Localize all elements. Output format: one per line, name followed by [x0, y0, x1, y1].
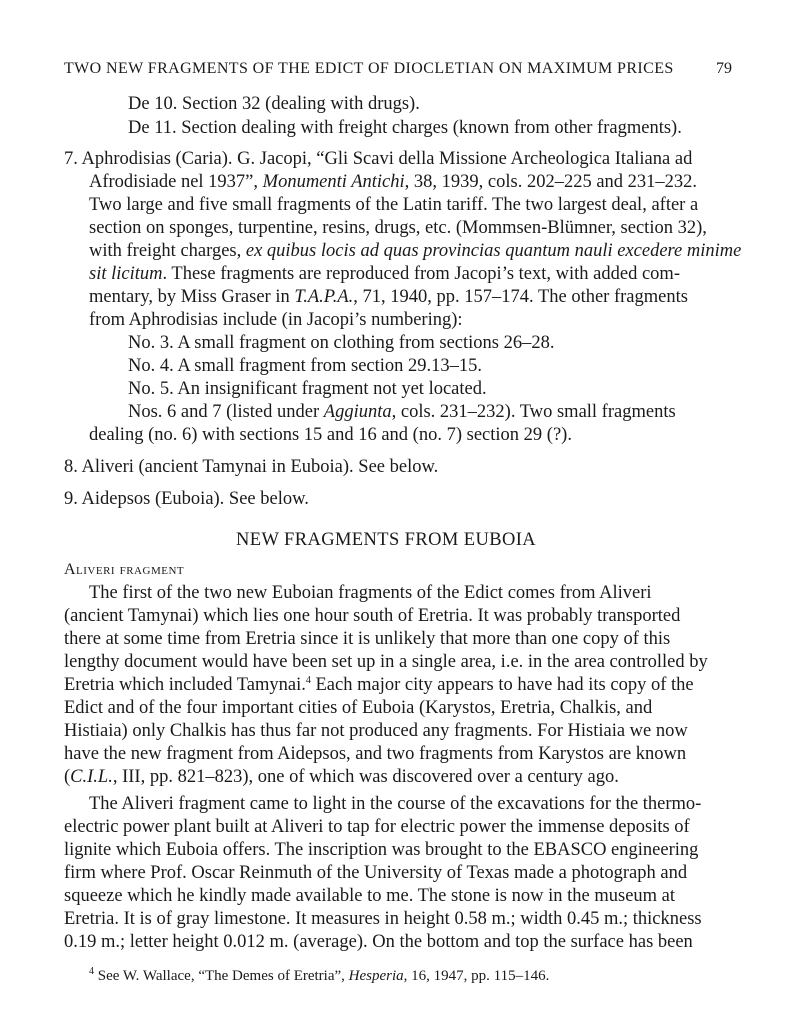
list-item-7-line: with freight charges, ex quibus locis ad quas provincias quantum nauli excedere minime: [89, 241, 742, 261]
list-item-9: 9. Aidepsos (Euboia). See below.: [64, 489, 309, 509]
list-item-7-line: section on sponges, turpentine, resins, drugs, etc. (Mommsen-Blümner, section 32),: [89, 218, 707, 238]
footnote: $^4$ See W. Wallace, “The Demes of Eretria”, Hesperia, 16, 1947, pp. 115–146.: [89, 966, 550, 984]
paragraph-line: electric power plant built at Aliveri to tap for electric power the immense deposits of: [64, 817, 690, 837]
section-heading: NEW FRAGMENTS FROM EUBOIA: [236, 530, 537, 550]
sub-list-item: dealing (no. 6) with sections 15 and 16 and (no. 7) section 29 (?).: [89, 425, 572, 445]
paragraph-line: 0.19 m.; letter height 0.012 m. (average). On the bottom and top the surface has been: [64, 932, 693, 952]
sub-list-item: Nos. 6 and 7 (listed under Aggiunta, cols. 231–232). Two small fragments: [128, 402, 676, 422]
footnote-ref: 4: [305, 674, 311, 686]
footnote-number: 4: [89, 966, 94, 977]
running-title: TWO NEW FRAGMENTS OF THE EDICT OF DIOCLETIAN ON MAXIMUM PRICES: [64, 60, 674, 77]
paragraph-line: The Aliveri fragment came to light in the course of the excavations for the thermo-: [89, 794, 702, 814]
paragraph-line: Eretria which included Tamynai.$^4$ Each major city appears to have had its copy of the: [64, 674, 694, 695]
paragraph-line: lignite which Euboia offers. The inscription was brought to the EBASCO engineering: [64, 840, 699, 860]
sub-list-item: No. 4. A small fragment from section 29.13–15.: [128, 356, 483, 376]
list-item-8: 8. Aliveri (ancient Tamynai in Euboia). See below.: [64, 457, 439, 477]
sub-list-item: No. 5. An insignificant fragment not yet located.: [128, 379, 487, 399]
paragraph-line: there at some time from Eretria since it is unlikely that more than one copy of this: [64, 629, 671, 649]
list-item-7-line: Two large and five small fragments of the Latin tariff. The two largest deal, after a: [89, 195, 699, 215]
paragraph-line: lengthy document would have been set up in a single area, i.e. in the area controlled by: [64, 652, 708, 672]
page-number: 79: [716, 60, 732, 77]
paragraph-line: The first of the two new Euboian fragments of the Edict comes from Aliveri: [89, 583, 652, 603]
list-item-7-line: Afrodisiade nel 1937”, Monumenti Antichi, 38, 1939, cols. 202–225 and 231–232.: [89, 172, 698, 192]
paragraph-line: have the new fragment from Aidepsos, and two fragments from Karystos are known: [64, 744, 687, 764]
paragraph-line: Histiaia) only Chalkis has thus far not produced any fragments. For Histiaia we now: [64, 721, 688, 741]
paragraph-line: squeeze which he kindly made available to me. The stone is now in the museum at: [64, 886, 676, 906]
list-item: De 11. Section dealing with freight charges (known from other fragments).: [128, 118, 682, 138]
paragraph-line: Eretria. It is of gray limestone. It measures in height 0.58 m.; width 0.45 m.; thickness: [64, 909, 702, 929]
list-item-7-line: from Aphrodisias include (in Jacopi’s numbering):: [89, 310, 463, 330]
subheading: Aliveri fragment: [64, 561, 185, 578]
list-item-7-line: 7. Aphrodisias (Caria). G. Jacopi, “Gli Scavi della Missione Archeologica Italiana ad: [64, 149, 693, 169]
list-item: De 10. Section 32 (dealing with drugs).: [128, 94, 420, 114]
list-item-7-line: sit licitum. These fragments are reproduced from Jacopi’s text, with added com-: [89, 264, 680, 284]
paragraph-line: (C.I.L., III, pp. 821–823), one of which was discovered over a century ago.: [64, 767, 619, 787]
paragraph-line: Edict and of the four important cities of Euboia (Karystos, Eretria, Chalkis, and: [64, 698, 653, 718]
paragraph-line: (ancient Tamynai) which lies one hour south of Eretria. It was probably transported: [64, 606, 681, 626]
sub-list-item: No. 3. A small fragment on clothing from sections 26–28.: [128, 333, 555, 353]
paragraph-line: firm where Prof. Oscar Reinmuth of the University of Texas made a photograph and: [64, 863, 688, 883]
list-item-7-line: mentary, by Miss Graser in T.A.P.A., 71, 1940, pp. 157–174. The other fragments: [89, 287, 688, 307]
